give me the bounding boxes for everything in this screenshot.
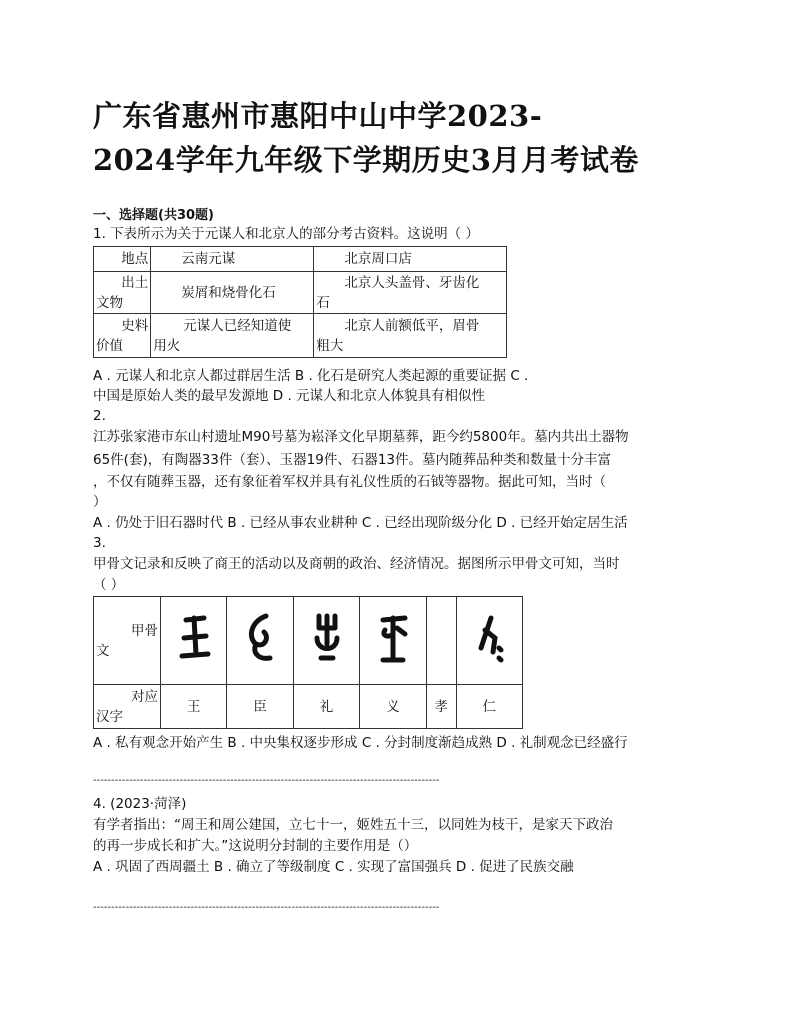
oracle-glyph-cell [456, 597, 522, 685]
cell-line: 北京人头盖骨、牙齿化 [344, 274, 480, 291]
q3-oracle-table [93, 596, 523, 729]
oracle-glyph-wang-icon [176, 608, 212, 668]
divider: ------------------------------------------------------------------------------------------------ [93, 775, 440, 786]
q1-options-line-2: 中国是原始人类的最早发源地 D . 元谋人和北京人体貌具有相似性 [93, 388, 486, 404]
q2-text-line: 江苏张家港市东山村遗址M90号墓为崧泽文化早期墓葬，距今约5800年。墓内共出土器物 [93, 429, 629, 445]
row-header-line: 文 [96, 642, 110, 659]
table-row-header [94, 314, 151, 358]
q3-options: A . 私有观念开始产生 B . 中央集权逐步形成 C . 分封制度渐趋成熟 D . 礼制观念已经盛行 [93, 735, 628, 751]
q1-table [93, 246, 507, 358]
table-cell [151, 314, 314, 358]
char-cell: 孝 [426, 685, 456, 729]
q2-text-line: ，不仅有随葬玉器，还有象征着军权并具有礼仪性质的石钺等器物。据此可知，当时（ [93, 474, 606, 490]
table-cell [314, 272, 507, 314]
char-cell: 礼 [293, 685, 359, 729]
section-heading: 一、选择题(共30题) [93, 208, 214, 223]
oracle-glyph-chen-icon [242, 608, 278, 668]
char-cell: 仁 [456, 685, 522, 729]
cell-line: 用火 [153, 337, 181, 354]
table-cell: 炭屑和烧骨化石 [151, 272, 314, 314]
table-header-cell: 地点 [94, 247, 151, 272]
q2-text-line: ） [93, 494, 107, 510]
q3-text-line: （ ） [93, 577, 125, 593]
row-header-line: 文物 [96, 294, 123, 311]
table-header-cell: 北京周口店 [314, 247, 507, 272]
oracle-glyph-cell [227, 597, 293, 685]
page-title [93, 94, 733, 182]
row-header-line: 出土 [121, 274, 149, 291]
q3-number: 3. [93, 535, 106, 551]
table-row-header [94, 685, 161, 729]
row-header-line: 史料 [121, 317, 149, 334]
oracle-glyph-cell [293, 597, 359, 685]
q4-number: 4. (2023·菏泽) [93, 796, 187, 812]
row-header-line: 汉字 [96, 708, 123, 725]
char-cell: 臣 [227, 685, 293, 729]
oracle-glyph-cell [426, 597, 456, 685]
q1-stem: 1. 下表所示为关于元谋人和北京人的部分考古资料。这说明（ ） [93, 226, 479, 242]
char-cell: 义 [360, 685, 426, 729]
q4-text-line: 的再一步成长和扩大。”这说明分封制的主要作用是（） [93, 838, 418, 854]
table-row-header [94, 272, 151, 314]
oracle-glyph-li-icon [309, 608, 345, 668]
row-header-line: 对应 [131, 688, 158, 705]
table-header-cell: 云南元谋 [151, 247, 314, 272]
q4-options: A . 巩固了西周疆土 B . 确立了等级制度 C . 实现了富国强兵 D . 促进了民族交融 [93, 859, 574, 875]
q4-text-line: 有学者指出：“周王和周公建国，立七十一，姬姓五十三，以同姓为枝干，是家天下政治 [93, 817, 613, 833]
table-row-header [94, 597, 161, 685]
cell-line: 粗大 [316, 337, 344, 354]
divider: ------------------------------------------------------------------------------------------------ [93, 902, 440, 913]
oracle-glyph-ren-icon [471, 608, 507, 668]
char-cell: 王 [161, 685, 227, 729]
q2-number: 2. [93, 408, 106, 424]
cell-line: 北京人前额低平，眉骨 [344, 317, 480, 334]
q2-text-line: 65件(套)，有陶器33件（套）、玉器19件、石器13件。墓内随葬品种类和数量十分丰富 [93, 452, 611, 468]
q1-options-line-1: A . 元谋人和北京人都过群居生活 B . 化石是研究人类起源的重要证据 C . [93, 368, 529, 384]
title-line-2: 2024学年九年级下学期历史3月月考试卷 [93, 143, 639, 177]
cell-line: 石 [316, 294, 330, 311]
title-line-1: 广东省惠州市惠阳中山中学2023- [93, 99, 543, 133]
row-header-line: 价值 [96, 337, 123, 354]
oracle-glyph-cell [161, 597, 227, 685]
oracle-glyph-cell [360, 597, 426, 685]
cell-line: 元谋人已经知道使 [183, 317, 292, 334]
q3-text-line: 甲骨文记录和反映了商王的活动以及商朝的政治、经济情况。据图所示甲骨文可知，当时 [93, 556, 620, 572]
row-header-line: 甲骨 [131, 622, 158, 639]
oracle-glyph-yi-icon [375, 608, 411, 668]
q2-options: A . 仍处于旧石器时代 B . 已经从事农业耕种 C . 已经出现阶级分化 D . 已经开始定居生活 [93, 515, 628, 531]
table-cell [314, 314, 507, 358]
